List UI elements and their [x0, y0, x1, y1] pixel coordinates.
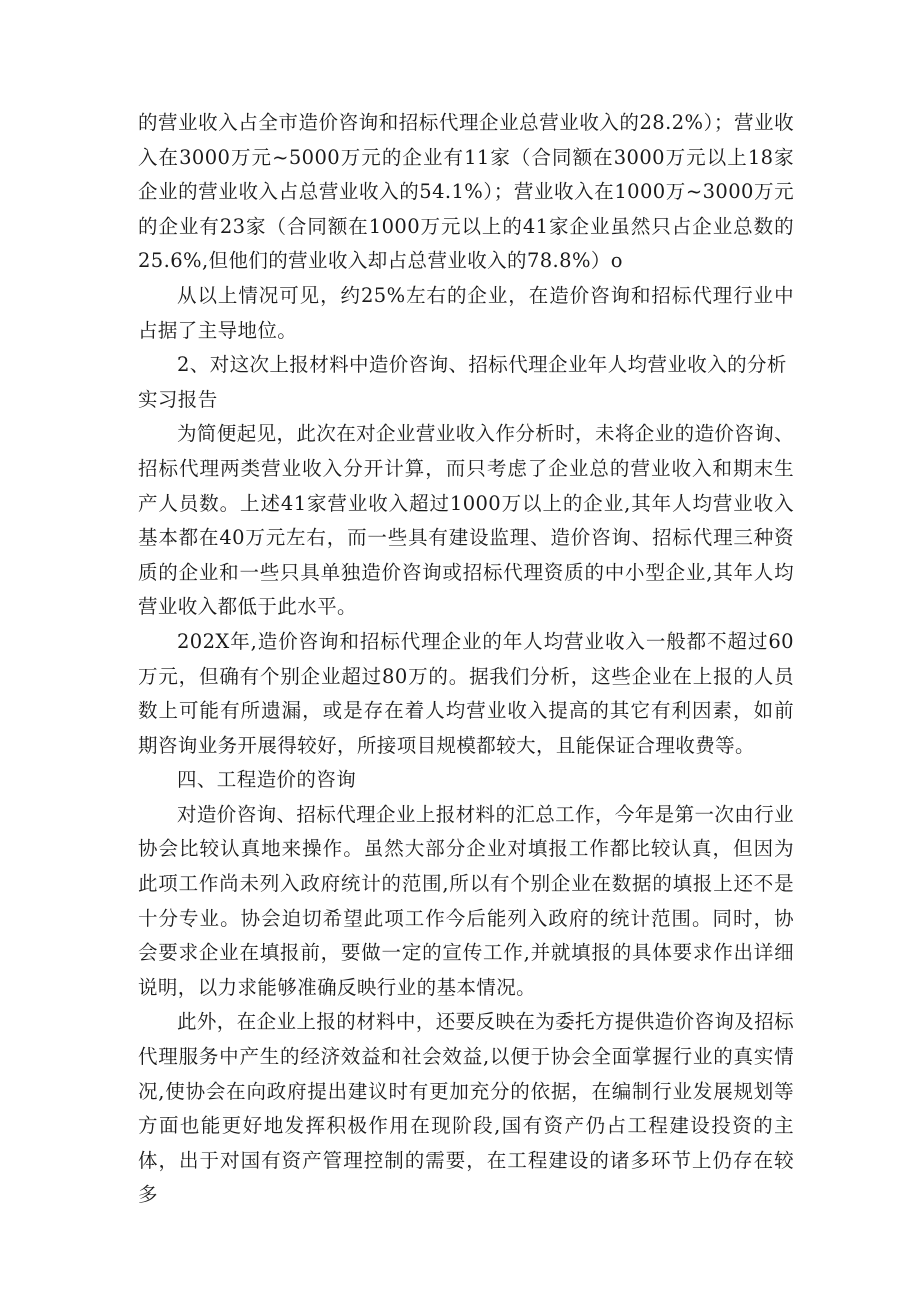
paragraph-202x-revenue: 202X年,造价咨询和招标代理企业的年人均营业收入一般都不超过60万元，但确有个别企业超过80万的。据我们分析，这些企业在上报的人员数上可能有所遗漏，或是存在着人均营业收入提高的其它有利因素，如前期咨询业务开展得较好，所接项目规模都较大，且能保证合理收费等。: [138, 629, 794, 757]
paragraph-summary-work: 对造价咨询、招标代理企业上报材料的汇总工作，今年是第一次由行业协会比较认真地来操作。虽然大部分企业对填报工作都比较认真，但因为此项工作尚未列入政府统计的范围,所以有个别企业在数据的填报上还不是十分专业。协会迫切希望此项工作今后能列入政府的统计范围。同时，协会要求企业在填报前，要做一定的宣传工作,并就填报的具体要求作出详细说明，以力求能够准确反映行业的基本情况。: [138, 802, 794, 999]
paragraph-revenue-share: 的营业收入占全市造价咨询和招标代理企业总营业收入的28.2%）；营业收入在3000万元~5000万元的企业有11家（合同额在3000万元以上18家企业的营业收入占总营业收入的54.1%）；营业收入在1000万~3000万元的企业有23家（合同额在1000万元以上的41家企业虽然只占企业总数的25.6%,但他们的营业收入却占总营业收入的78.8%）o: [138, 111, 794, 273]
section-heading-cost-consulting: 四、工程造价的咨询: [177, 768, 357, 792]
paragraph-simplified-analysis: 为简便起见，此次在对企业营业收入作分析时，未将企业的造价咨询、招标代理两类营业收入分开计算，而只考虑了企业总的营业收入和期末生产人员数。上述41家营业收入超过1000万以上的企业,其年人均营业收入基本都在40万元左右，而一些具有建设监理、造价咨询、招标代理三种资质的企业和一些只具单独造价咨询或招标代理资质的中小型企业,其年人均营业收入都低于此水平。: [138, 422, 794, 619]
paragraph-dominant-position: 从以上情况可见，约25%左右的企业，在造价咨询和招标代理行业中占据了主导地位。: [138, 283, 794, 342]
document-body: [138, 106, 794, 1213]
paragraph-additional-reporting: 此外，在企业上报的材料中，还要反映在为委托方提供造价咨询及招标代理服务中产生的经济效益和社会效益,以便于协会全面掌握行业的真实情况,使协会在向政府提出建议时有更加充分的依据，在编制行业发展规划等方面也能更好地发挥积极作用在现阶段,国有资产仍占工程建设投资的主体，出于对国有资产管理控制的需要，在工程建设的诸多环节上仍存在较多: [138, 1010, 794, 1207]
section-heading-per-capita-revenue: 2、对这次上报材料中造价咨询、招标代理企业年人均营业收入的分析实习报告: [138, 353, 787, 411]
